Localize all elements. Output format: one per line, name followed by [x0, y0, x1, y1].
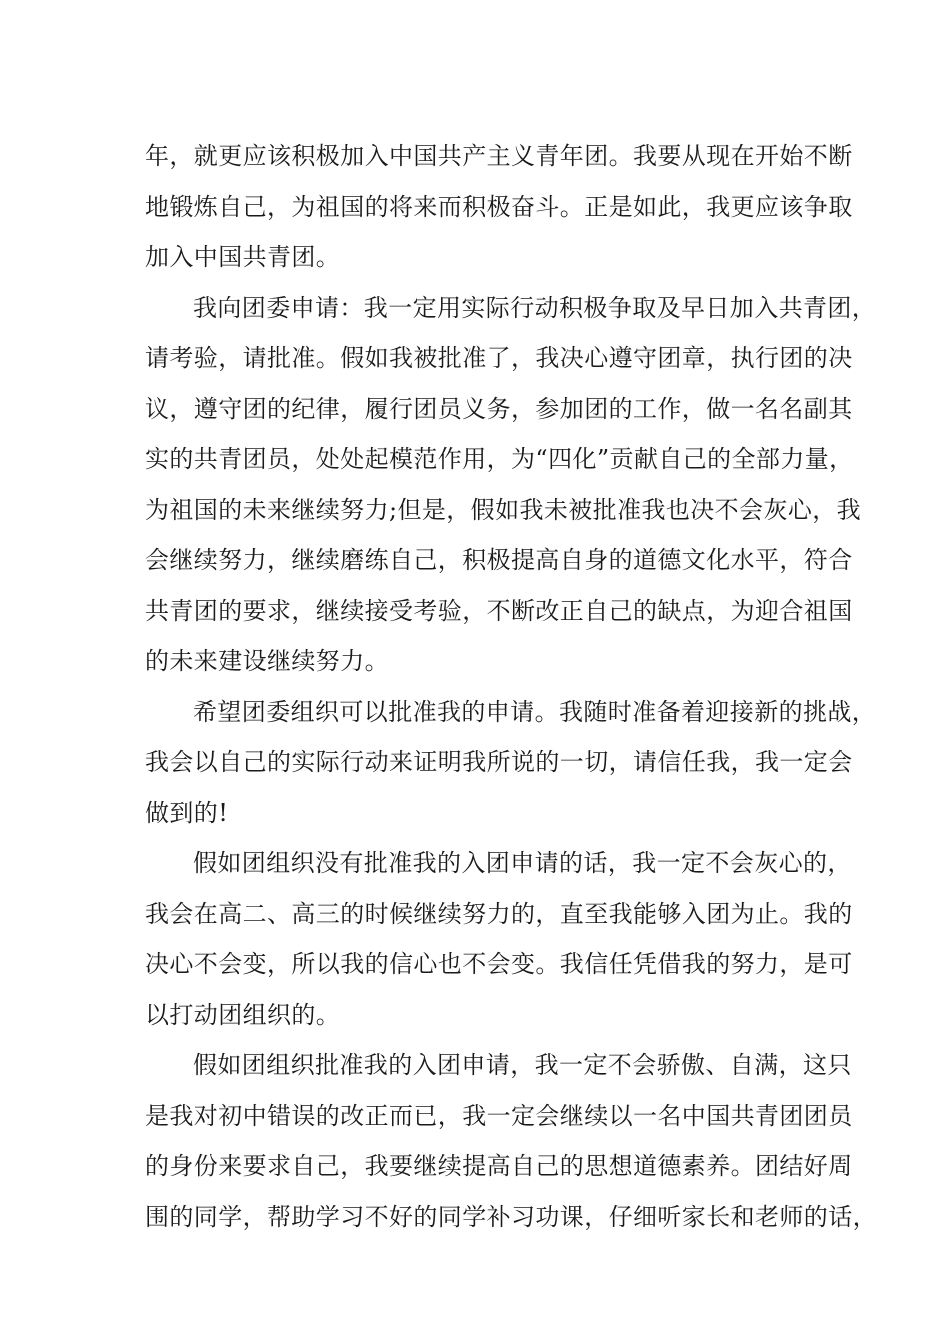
text-line: 加入中国共青团。 — [145, 243, 341, 271]
text-line: 假如团组织没有批准我的入团申请的话，我一定不会灰心的， — [193, 849, 852, 877]
paragraph-application — [145, 283, 877, 687]
text-line: 地锻炼自己，为祖国的将来而积极奋斗。正是如此，我更应该争取 — [145, 192, 853, 221]
paragraph-if-rejected — [145, 838, 853, 1040]
text-line: 的未来建设继续努力。 — [145, 647, 389, 675]
text-line: 年，就更应该积极加入中国共产主义青年团。我要从现在开始不断 — [145, 142, 853, 170]
document-body — [145, 131, 877, 1242]
text-line: 围的同学，帮助学习不好的同学补习功课，仔细听家长和老师的话， — [145, 1202, 877, 1231]
text-line: 做到的! — [145, 798, 229, 827]
text-line: 实的共青团员，处处起模范作用，为“四化”贡献自己的全部力量， — [145, 445, 854, 473]
text-line: 以打动团组织的。 — [145, 1000, 341, 1029]
text-line: 请考验，请批准。假如我被批准了，我决心遵守团章，执行团的决 — [145, 344, 853, 372]
text-line: 希望团委组织可以批准我的申请。我随时准备着迎接新的挑战， — [193, 697, 877, 726]
paragraph-if-approved — [145, 1040, 877, 1242]
text-line: 共青团的要求，继续接受考验，不断改正自己的缺点，为迎合祖国 — [145, 596, 853, 625]
text-line: 的身份来要求自己，我要继续提高自己的思想道德素养。团结好周 — [145, 1152, 853, 1180]
text-line: 是我对初中错误的改正而已，我一定会继续以一名中国共青团团员 — [145, 1101, 853, 1130]
text-line: 我向团委申请：我一定用实际行动积极争取及早日加入共青团， — [193, 293, 877, 322]
text-line: 我会以自己的实际行动来证明我所说的一切，请信任我，我一定会 — [145, 748, 853, 776]
text-line: 假如团组织批准我的入团申请，我一定不会骄傲、自满，这只 — [193, 1051, 852, 1079]
text-line: 为祖国的未来继续努力;但是，假如我未被批准我也决不会灰心，我 — [145, 495, 862, 524]
paragraph-continuation — [145, 131, 853, 283]
text-line: 决心不会变，所以我的信心也不会变。我信任凭借我的努力，是可 — [145, 950, 853, 978]
text-line: 会继续努力，继续磨练自己，积极提高自身的道德文化水平，符合 — [145, 546, 853, 574]
text-line: 议，遵守团的纪律，履行团员义务，参加团的工作，做一名名副其 — [145, 394, 853, 423]
paragraph-hope — [145, 687, 877, 839]
text-line: 我会在高二、高三的时候继续努力的，直至我能够入团为止。我的 — [145, 899, 853, 928]
